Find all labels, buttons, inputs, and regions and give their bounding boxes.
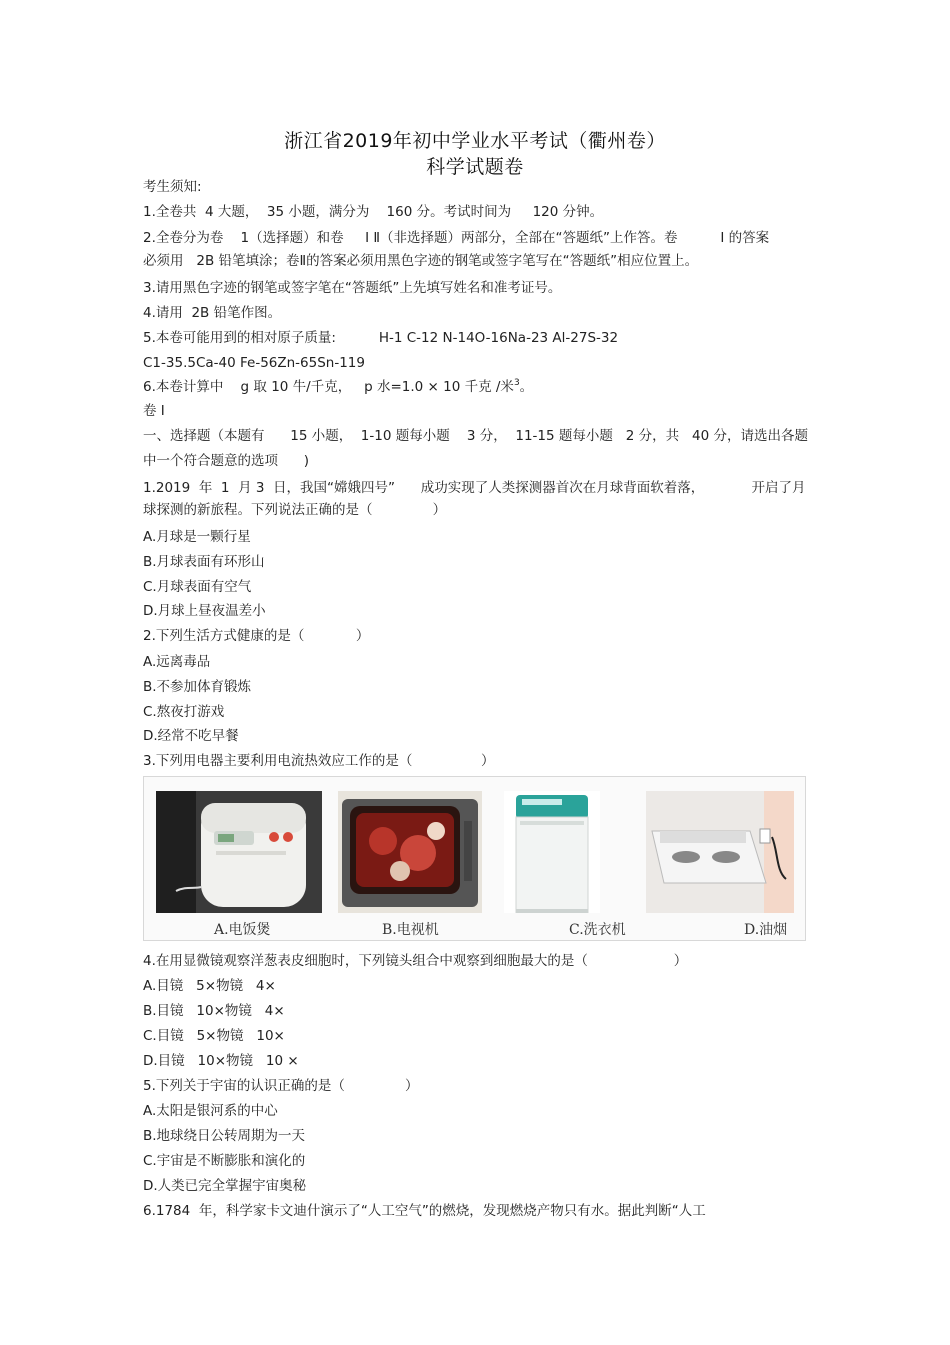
q5-option-d: D.人类已完全掌握宇宙奥秘 bbox=[143, 1178, 307, 1194]
question-4: 4.在用显微镜观察洋葱表皮细胞时，下列镜头组合中观察到细胞最大的是（ ） bbox=[143, 953, 688, 969]
question-3: 3.下列用电器主要利用电流热效应工作的是（ ） bbox=[143, 753, 495, 769]
question-1-cont: 球探测的新旅程。下列说法正确的是（ ） bbox=[143, 502, 447, 518]
notice-item-2-cont: 必须用 2B 铅笔填涂；卷Ⅱ的答案必须用黑色字迹的钢笔或签字笔写在“答题纸”相应位置上。 bbox=[143, 253, 699, 269]
page-title: 浙江省2019年初中学业水平考试（衢州卷） bbox=[284, 130, 666, 152]
page-subtitle: 科学试题卷 bbox=[426, 156, 524, 178]
question-2: 2.下列生活方式健康的是（ ） bbox=[143, 628, 370, 644]
question-6: 6.1784 年，科学家卡文迪什演示了“人工空气”的燃烧，发现燃烧产物只有水。据此判断“人工 bbox=[143, 1203, 706, 1219]
q4-option-c: C.目镜 5×物镜 10× bbox=[143, 1028, 285, 1044]
exponent: 3 bbox=[513, 378, 520, 388]
television-image bbox=[338, 791, 482, 913]
notice-item-6-end: 。 bbox=[519, 379, 534, 395]
notice-item-3: 3.请用黑色字迹的钢笔或签字笔在“答题纸”上先填写姓名和准考证号。 bbox=[143, 280, 562, 296]
q4-option-a: A.目镜 5×物镜 4× bbox=[143, 978, 276, 994]
notice-item-2: 2.全卷分为卷 1（选择题）和卷 I Ⅱ（非选择题）两部分，全部在“答题纸”上作答。卷 I 的答案 bbox=[143, 230, 770, 246]
washing-machine-image bbox=[504, 791, 600, 913]
q1-option-a: A.月球是一颗行星 bbox=[143, 529, 251, 545]
figure-caption-b: B.电视机 bbox=[382, 922, 439, 938]
range-hood-image bbox=[646, 791, 794, 913]
notice-item-6 bbox=[143, 378, 533, 398]
appliance-figure bbox=[143, 776, 806, 941]
q1-option-b: B.月球表面有环形山 bbox=[143, 554, 265, 570]
figure-caption-d: D.油烟 bbox=[744, 922, 788, 938]
notice-heading: 考生须知: bbox=[143, 179, 202, 195]
q2-option-a: A.远离毒品 bbox=[143, 654, 211, 670]
q2-option-c: C.熬夜打游戏 bbox=[143, 704, 225, 720]
figure-caption-c: C.洗衣机 bbox=[569, 922, 626, 938]
q1-option-d: D.月球上昼夜温差小 bbox=[143, 603, 266, 619]
notice-item-4: 4.请用 2B 铅笔作图。 bbox=[143, 305, 282, 321]
q2-option-b: B.不参加体育锻炼 bbox=[143, 679, 252, 695]
section-instructions: 一、选择题（本题有 15 小题， 1-10 题每小题 3 分， 11-15 题每小题 2 分，共 40 分，请选出各题 bbox=[143, 428, 808, 444]
q2-option-d: D.经常不吃早餐 bbox=[143, 728, 239, 744]
notice-item-5: 5.本卷可能用到的相对原子质量: H-1 C-12 N-14O-16Na-23 Al-27S-32 bbox=[143, 330, 619, 346]
q5-option-a: A.太阳是银河系的中心 bbox=[143, 1103, 278, 1119]
question-5: 5.下列关于宇宙的认识正确的是（ ） bbox=[143, 1078, 419, 1094]
q5-option-c: C.宇宙是不断膨胀和演化的 bbox=[143, 1153, 306, 1169]
question-1: 1.2019 年 1 月 3 日，我国“嫦娥四号” 成功实现了人类探测器首次在月球背面软着落， 开启了月 bbox=[143, 480, 806, 496]
notice-item-6-text: 6.本卷计算中 g 取 10 牛/千克， p 水=1.0 × 10 千克 /米 bbox=[143, 379, 514, 395]
q1-option-c: C.月球表面有空气 bbox=[143, 579, 252, 595]
figure-caption-a: A.电饭煲 bbox=[214, 922, 271, 938]
notice-item-1: 1.全卷共 4 大题， 35 小题，满分为 160 分。考试时间为 120 分钟。 bbox=[143, 204, 604, 220]
q4-option-b: B.目镜 10×物镜 4× bbox=[143, 1003, 285, 1019]
notice-item-5-cont: C1-35.5Ca-40 Fe-56Zn-65Sn-119 bbox=[143, 355, 365, 371]
section-label: 卷 I bbox=[143, 403, 165, 419]
q4-option-d: D.目镜 10×物镜 10 × bbox=[143, 1053, 299, 1069]
rice-cooker-image bbox=[156, 791, 322, 913]
section-instructions-cont: 中一个符合题意的选项 ) bbox=[143, 453, 310, 469]
q5-option-b: B.地球绕日公转周期为一天 bbox=[143, 1128, 306, 1144]
